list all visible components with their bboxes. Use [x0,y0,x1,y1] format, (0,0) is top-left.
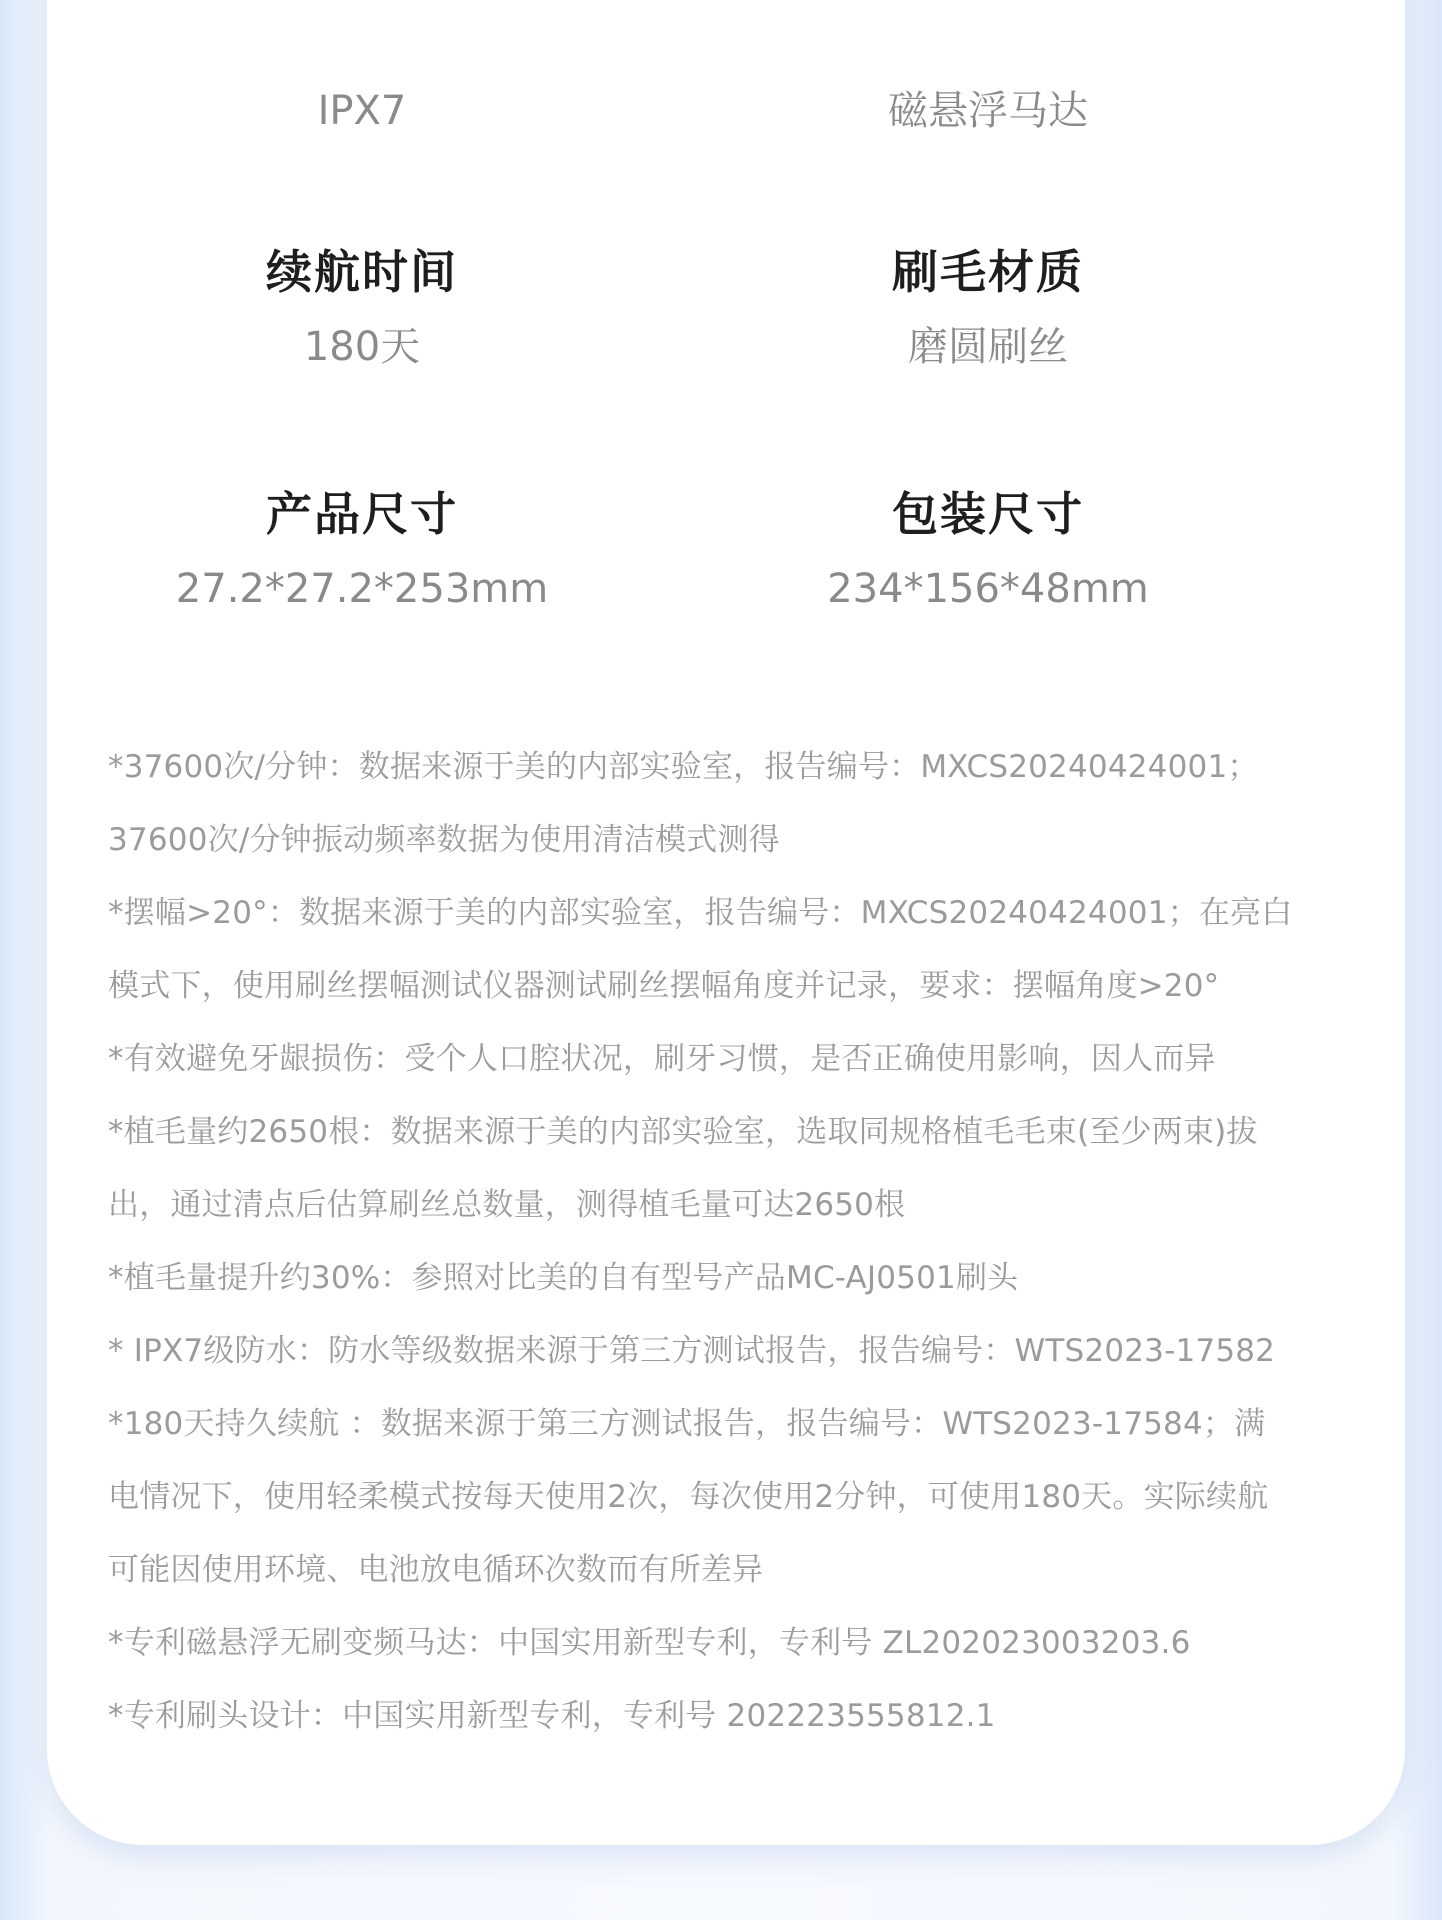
footnote-line: 37600次/分钟振动频率数据为使用清洁模式测得 [108,822,780,858]
spec-waterproof [42,86,682,136]
footnote-line: *专利刷头设计：中国实用新型专利，专利号 202223555812.1 [108,1698,996,1734]
footnote-line: *180天持久续航 ：数据来源于第三方测试报告，报告编号：WTS2023-17584；满 [108,1406,1266,1442]
footnote-line: 电情况下，使用轻柔模式按每天使用2次，每次使用2分钟，可使用180天。实际续航 [108,1479,1269,1515]
spec-package-size-label: 包装尺寸 [892,487,1084,541]
footnotes [108,731,1368,1753]
spec-package-size-value: 234*156*48mm [827,566,1149,612]
footnote-line: *植毛量提升约30%：参照对比美的自有型号产品MC-AJ0501刷头 [108,1260,1019,1296]
spec-motor [668,86,1308,136]
footnote-line: *植毛量约2650根：数据来源于美的内部实验室，选取同规格植毛毛束(至少两束)拔 [108,1114,1258,1150]
spec-bristle-material-label: 刷毛材质 [892,245,1084,299]
spec-product-size [42,486,682,614]
footnote-line: *专利磁悬浮无刷变频马达：中国实用新型专利，专利号 ZL202023003203.6 [108,1625,1191,1661]
footnote-line: *有效避免牙龈损伤：受个人口腔状况，刷牙习惯，是否正确使用影响，因人而异 [108,1041,1216,1077]
footnote-line: *37600次/分钟：数据来源于美的内部实验室，报告编号：MXCS20240424001； [108,749,1259,785]
spec-product-size-value: 27.2*27.2*253mm [175,566,549,612]
spec-bristle-material-value: 磨圆刷丝 [908,324,1068,370]
footnote-line: * IPX7级防水：防水等级数据来源于第三方测试报告，报告编号：WTS2023-17582 [108,1333,1276,1369]
spec-battery-life-label: 续航时间 [266,245,458,299]
spec-package-size [668,486,1308,614]
spec-battery-life-value: 180天 [303,324,421,370]
footnote-line: 出，通过清点后估算刷丝总数量，测得植毛量可达2650根 [108,1187,906,1223]
footnote-line: 模式下，使用刷丝摆幅测试仪器测试刷丝摆幅角度并记录，要求：摆幅角度>20° [108,968,1220,1004]
spec-bristle-material [668,244,1308,372]
footnote-line: *摆幅>20°：数据来源于美的内部实验室，报告编号：MXCS20240424001；在亮白 [108,895,1293,931]
spec-battery-life [42,244,682,372]
spec-motor-value: 磁悬浮马达 [888,88,1088,134]
footnote-line: 可能因使用环境、电池放电循环次数而有所差异 [108,1552,764,1588]
spec-product-size-label: 产品尺寸 [266,487,458,541]
spec-waterproof-value: IPX7 [317,88,407,134]
